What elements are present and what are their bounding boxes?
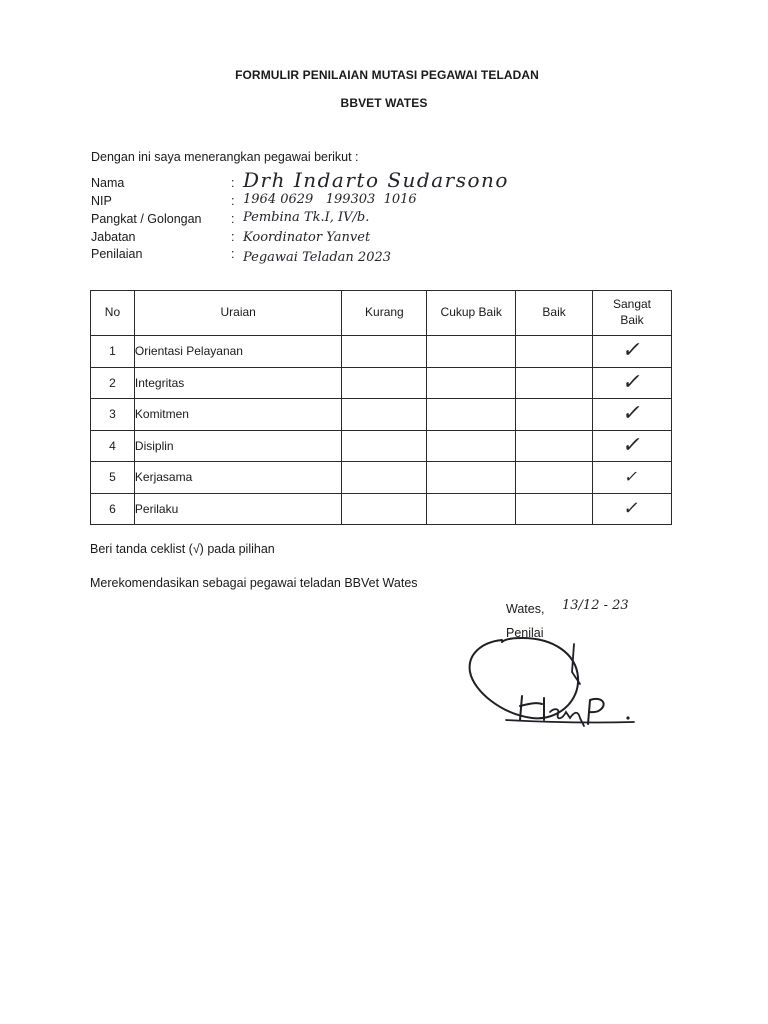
header-cukup-baik: Cukup Baik	[427, 291, 516, 336]
signature-icon	[462, 632, 642, 732]
intro-text: Dengan ini saya menerangkan pegawai berikut :	[91, 150, 359, 164]
form-title: FORMULIR PENILAIAN MUTASI PEGAWAI TELADAN	[235, 68, 539, 82]
header-baik: Baik	[516, 291, 593, 336]
field-label-nama: Nama	[91, 176, 125, 190]
check-mark-icon: ✓	[620, 338, 644, 364]
table-row	[91, 336, 672, 368]
cell-kurang	[342, 336, 427, 368]
field-colon: :	[231, 230, 235, 244]
table-row	[91, 493, 672, 525]
table-row	[91, 462, 672, 494]
recommendation-text: Merekomendasikan sebagai pegawai teladan BBVet Wates	[90, 576, 418, 590]
check-mark-icon: ✓	[622, 497, 642, 519]
cell-cukup-baik	[427, 430, 516, 462]
cell-cukup-baik	[427, 462, 516, 494]
table-row	[91, 367, 672, 399]
row-uraian: Integritas	[134, 367, 342, 399]
field-value-pangkat: Pembina Tk.I, IV/b.	[243, 210, 370, 225]
cell-kurang	[342, 462, 427, 494]
field-label-jabatan: Jabatan	[91, 230, 136, 244]
row-uraian: Komitmen	[134, 399, 342, 431]
cell-baik	[516, 430, 593, 462]
field-label-nip: NIP	[91, 194, 112, 208]
cell-baik	[516, 336, 593, 368]
header-no: No	[91, 291, 135, 336]
field-colon: :	[231, 176, 235, 190]
place-label: Wates,	[506, 602, 545, 616]
row-uraian: Kerjasama	[134, 462, 342, 494]
field-label-pangkat: Pangkat / Golongan	[91, 212, 202, 226]
cell-sangat-baik	[592, 336, 671, 368]
field-colon: :	[231, 247, 235, 261]
cell-sangat-baik	[592, 462, 671, 494]
row-number: 1	[91, 336, 135, 368]
cell-cukup-baik	[427, 399, 516, 431]
check-mark-icon: ✓	[620, 432, 644, 458]
row-number: 4	[91, 430, 135, 462]
header-uraian: Uraian	[134, 291, 342, 336]
cell-baik	[516, 367, 593, 399]
row-number: 5	[91, 462, 135, 494]
assessor-label: Penilai	[506, 626, 544, 640]
field-label-penilaian: Penilaian	[91, 247, 143, 261]
cell-cukup-baik	[427, 336, 516, 368]
cell-baik	[516, 493, 593, 525]
field-colon: :	[231, 212, 235, 226]
cell-baik	[516, 399, 593, 431]
cell-kurang	[342, 493, 427, 525]
field-value-nama: Drh Indarto Sudarsono	[243, 168, 509, 192]
row-number: 6	[91, 493, 135, 525]
row-uraian: Disiplin	[134, 430, 342, 462]
form-subtitle: BBVET WATES	[340, 96, 428, 110]
cell-kurang	[342, 430, 427, 462]
cell-kurang	[342, 399, 427, 431]
cell-sangat-baik	[592, 399, 671, 431]
header-kurang: Kurang	[342, 291, 427, 336]
table-row	[91, 399, 672, 431]
field-value-jabatan: Koordinator Yanvet	[243, 230, 371, 245]
table-header-row	[91, 291, 672, 336]
instruction-note: Beri tanda ceklist (√) pada pilihan	[90, 542, 275, 556]
signature-date: 13/12 - 23	[562, 598, 629, 613]
cell-sangat-baik	[592, 430, 671, 462]
row-number: 3	[91, 399, 135, 431]
cell-cukup-baik	[427, 493, 516, 525]
field-colon: :	[231, 194, 235, 208]
cell-sangat-baik	[592, 493, 671, 525]
field-value-nip: 1964 0629 199303 1016	[243, 192, 417, 207]
row-number: 2	[91, 367, 135, 399]
cell-baik	[516, 462, 593, 494]
cell-cukup-baik	[427, 367, 516, 399]
cell-sangat-baik	[592, 367, 671, 399]
header-sangat-baik: Sangat Baik	[592, 291, 671, 336]
row-uraian: Orientasi Pelayanan	[134, 336, 342, 368]
field-value-penilaian: Pegawai Teladan 2023	[243, 250, 392, 265]
cell-kurang	[342, 367, 427, 399]
check-mark-icon: ✓	[623, 467, 641, 487]
assessment-table	[90, 290, 672, 525]
check-mark-icon: ✓	[620, 401, 644, 427]
table-row	[91, 430, 672, 462]
check-mark-icon: ✓	[620, 369, 644, 395]
row-uraian: Perilaku	[134, 493, 342, 525]
